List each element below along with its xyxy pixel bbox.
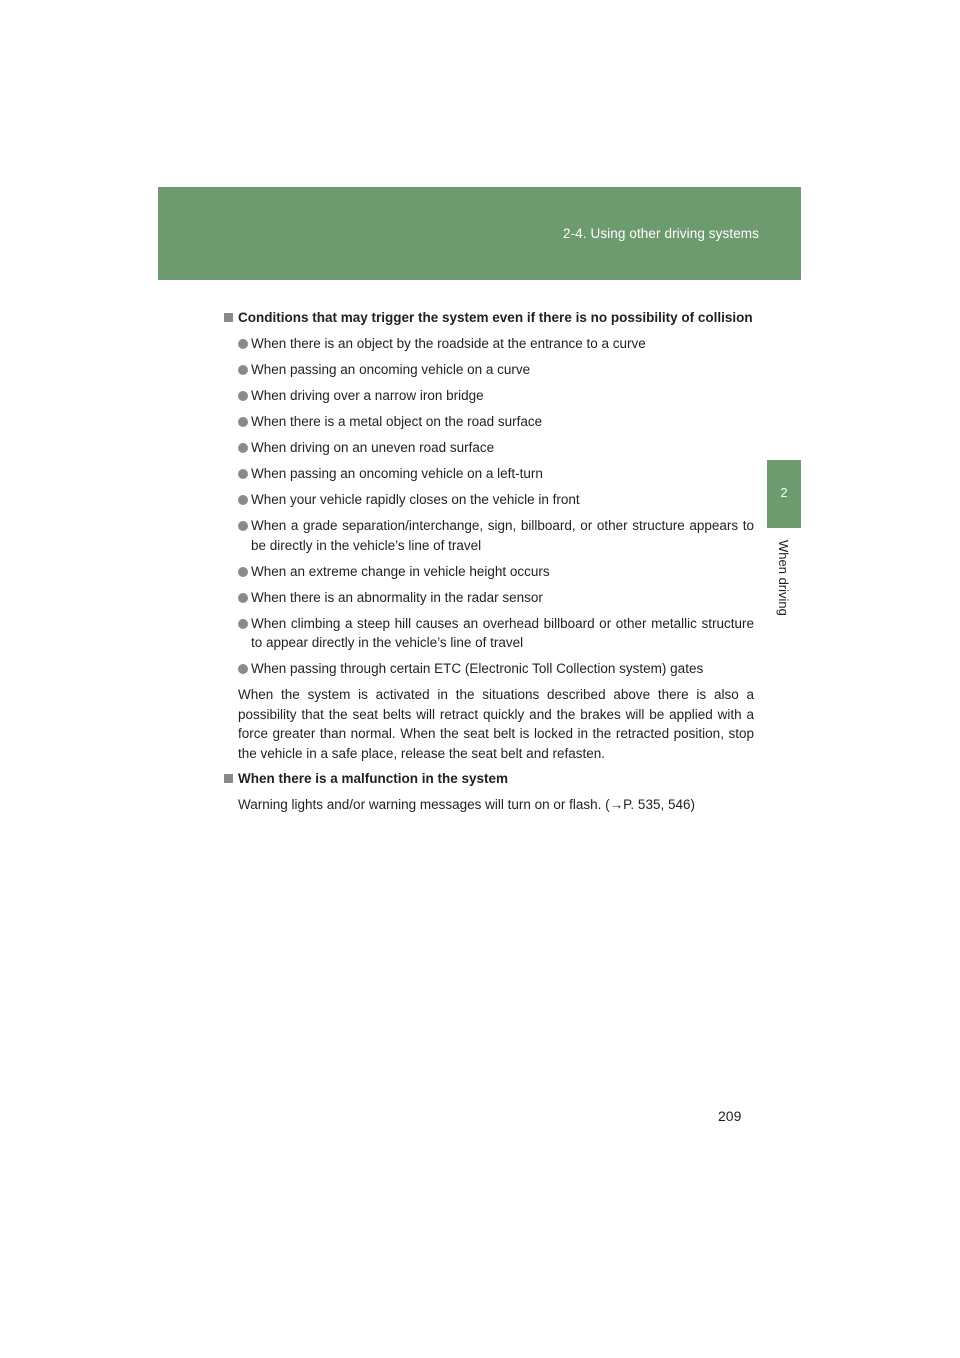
chapter-name: When driving	[776, 540, 791, 616]
circle-bullet-icon	[238, 521, 248, 531]
list-item	[224, 490, 754, 510]
list-item	[224, 588, 754, 608]
list-item	[224, 516, 754, 555]
main-content	[224, 308, 754, 821]
circle-bullet-icon	[238, 391, 248, 401]
heading-text: Conditions that may trigger the system even if there is no possibility of collision	[238, 310, 753, 325]
list-item	[224, 659, 754, 679]
circle-bullet-icon	[238, 365, 248, 375]
list-item-text: When there is a metal object on the road surface	[251, 414, 543, 429]
list-item-text: When a grade separation/interchange, sign, billboard, or other structure appears to be directly in the vehicle’s line of travel	[251, 518, 754, 553]
chapter-number: 2	[780, 485, 788, 500]
header-band	[158, 187, 801, 280]
heading-text: When there is a malfunction in the system	[238, 771, 509, 786]
list-item	[224, 334, 754, 354]
list-item-text: When driving over a narrow iron bridge	[251, 388, 484, 403]
list-item	[224, 360, 754, 380]
list-item	[224, 614, 754, 653]
square-bullet-icon	[224, 774, 233, 783]
chapter-tab	[767, 460, 801, 528]
body-paragraph: When the system is activated in the situations described above there is also a possibility that the seat belts will retract quickly and the brakes will be applied with a force greater than normal. When the seat belt is locked in the retracted position, stop the vehicle in a safe place, release the seat belt and refasten.	[238, 687, 754, 761]
list-item-text: When climbing a steep hill causes an overhead billboard or other metallic structure to appear directly in the vehicle’s line of travel	[251, 615, 754, 650]
list-item	[224, 464, 754, 484]
circle-bullet-icon	[238, 443, 248, 453]
circle-bullet-icon	[238, 469, 248, 479]
list-item-text: When an extreme change in vehicle height occurs	[251, 563, 550, 579]
list-item-text: When passing through certain ETC (Electronic Toll Collection system) gates	[251, 661, 704, 676]
circle-bullet-icon	[238, 567, 248, 577]
circle-bullet-icon	[238, 495, 248, 505]
bullet-list	[224, 334, 754, 679]
page-number: 209	[718, 1108, 742, 1124]
circle-bullet-icon	[238, 593, 248, 603]
section-heading-conditions	[224, 308, 754, 328]
list-item-text: When there is an object by the roadside at the entrance to a curve	[251, 336, 646, 351]
circle-bullet-icon	[238, 417, 248, 427]
section-title: 2-4. Using other driving systems	[562, 226, 759, 241]
list-item	[224, 438, 754, 458]
list-item-text: When there is an abnormality in the radar sensor	[251, 589, 543, 605]
list-item-text: When driving on an uneven road surface	[251, 440, 495, 455]
section-heading-malfunction	[224, 769, 754, 789]
malfunction-paragraph: Warning lights and/or warning messages will turn on or flash. (→P. 535, 546)	[238, 797, 695, 812]
circle-bullet-icon	[238, 664, 248, 674]
list-item	[224, 412, 754, 432]
list-item	[224, 386, 754, 406]
circle-bullet-icon	[238, 339, 248, 349]
list-item-text: When your vehicle rapidly closes on the vehicle in front	[251, 492, 580, 507]
circle-bullet-icon	[238, 619, 248, 629]
list-item-text: When passing an oncoming vehicle on a left-turn	[251, 466, 543, 481]
list-item-text: When passing an oncoming vehicle on a curve	[251, 362, 531, 377]
square-bullet-icon	[224, 313, 233, 322]
list-item	[224, 562, 754, 582]
